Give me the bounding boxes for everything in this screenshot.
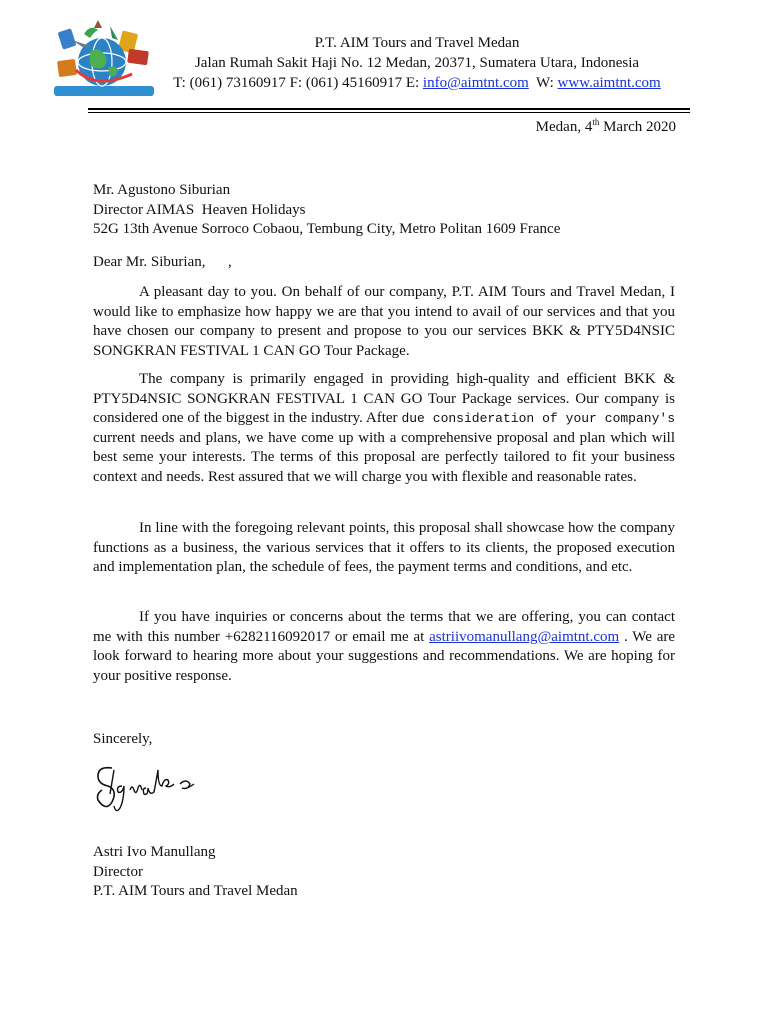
paragraph-company [93, 370, 675, 487]
signer-company: P.T. AIM Tours and Travel Medan [93, 883, 298, 899]
paragraph-contact [93, 608, 675, 686]
paragraph-proposal: In line with the foregoing relevant points, this proposal shall showcase how the company functions as a business, the various services that it offers to its clients, the proposed execution and implementation plan, the schedule of fees, the payment terms and conditions, and etc. [93, 520, 675, 575]
letterhead [150, 33, 684, 93]
contact-phones: T: (061) 73160917 F: (061) 45160917 E: [173, 75, 423, 91]
paragraph-intro: A pleasant day to you. On behalf of our company, P.T. AIM Tours and Travel Medan, I would like to emphasize how happy we are that you intend to avail of our services and that you have chosen our company to present and propose to you our services BKK & PTY5D4NSIC SONGKRAN FESTIVAL 1 CAN GO Tour Package. [93, 284, 675, 359]
recipient-block [93, 181, 675, 240]
paragraph-company-mono: due consideration of your company's [401, 411, 675, 426]
handwritten-signature [90, 754, 200, 834]
recipient-name: Mr. Agustono Siburian [93, 182, 231, 198]
paragraph-company-part2: current needs and plans, we have come up with a comprehensive proposal and plan which will best seme your interests. The terms of this proposal are perfectly tailored to fit your business context and needs. Rest assured that we will charge you with flexible and reasonable rates. [93, 429, 675, 485]
web-label: W: [528, 75, 558, 91]
paragraph-contact-part2: . We are look forward to hearing more about your suggestions and recommendations. We are hoping for your positive response. [93, 628, 676, 684]
contact-email-link[interactable]: astriivomanullang@aimtnt.com [429, 628, 620, 645]
travel-globe-logo-icon [54, 20, 154, 102]
company-name: P.T. AIM Tours and Travel Medan [314, 35, 520, 51]
paragraph-contact-part1: If you have inquiries or concerns about the terms that we are offering, you can contact me with this number +6282116092017 or email me at [93, 609, 675, 645]
signer-title: Director [93, 863, 143, 880]
date-ordinal: th [592, 117, 600, 127]
salutation: Dear Mr. Siburian, , [93, 254, 232, 270]
company-address: Jalan Rumah Sakit Haji No. 12 Medan, 20371, Sumatera Utara, Indonesia [194, 55, 640, 71]
recipient-title: Director AIMAS Heaven Holidays [93, 201, 306, 218]
recipient-address: 52G 13th Avenue Sorroco Cobaou, Tembung City, Metro Politan 1609 France [93, 221, 561, 237]
letter-date [536, 119, 676, 136]
header-divider-thin [88, 112, 690, 113]
closing: Sincerely, [93, 731, 153, 747]
email-link[interactable]: info@aimtnt.com [422, 75, 529, 91]
signer-block [93, 843, 675, 902]
header-divider-thick [88, 108, 690, 110]
paragraph-company-part1: The company is primarily engaged in providing high-quality and efficient BKK & PTY5D4NSIC SONGKRAN FESTIVAL 1 CAN GO Tour Package services. Our company is considered one of the biggest in the industry. After [93, 371, 675, 426]
date-month-year: March 2020 [599, 119, 676, 135]
contact-line [150, 73, 684, 93]
signer-name: Astri Ivo Manullang [93, 844, 216, 860]
website-link[interactable]: www.aimtnt.com [557, 75, 661, 91]
date-day: Medan, 4 [535, 119, 593, 135]
